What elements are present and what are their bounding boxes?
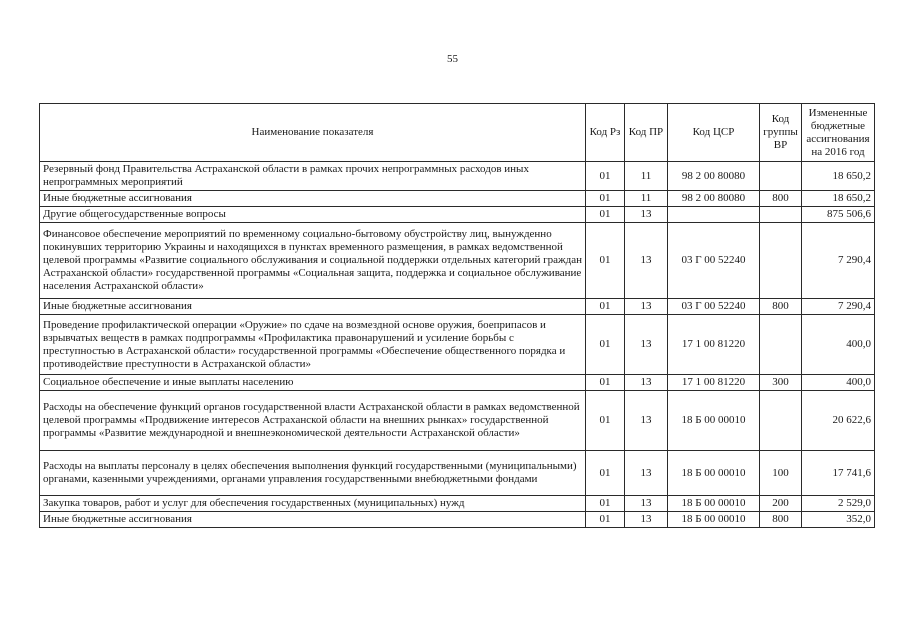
row-vr: 800: [760, 299, 802, 315]
row-name: Финансовое обеспечение мероприятий по временному социально-бытовому обустройству лиц, вынужденно покинувших территорию Украины и находящихся в пунктах временного размещения, в рамках ведомственной целевой программы «Развитие социального обслуживания и социальной поддержки отдельных категорий граждан Астраханской области» государственной программы «Социальная защита, поддержка и социальное обслуживание населения Астраханской области»: [40, 223, 586, 299]
row-rz: 01: [586, 207, 625, 223]
row-rz: 01: [586, 512, 625, 528]
row-pr: 13: [625, 451, 668, 496]
row-name: Резервный фонд Правительства Астраханской области в рамках прочих непрограммных расходов иных непрограммных мероприятий: [40, 162, 586, 191]
row-csr: 18 Б 00 00010: [668, 391, 760, 451]
table-row: [40, 207, 875, 223]
row-name: Иные бюджетные ассигнования: [40, 299, 586, 315]
header-rz: Код Рз: [586, 104, 625, 162]
row-rz: 01: [586, 496, 625, 512]
row-rz: 01: [586, 299, 625, 315]
table-row: [40, 496, 875, 512]
row-csr: 18 Б 00 00010: [668, 512, 760, 528]
row-vr: [760, 207, 802, 223]
row-vr: 200: [760, 496, 802, 512]
row-pr: 13: [625, 299, 668, 315]
row-sum: 7 290,4: [802, 223, 875, 299]
row-rz: 01: [586, 375, 625, 391]
row-name: Расходы на выплаты персоналу в целях обеспечения выполнения функций государственными (муниципальными) органами, казенными учреждениями, органами управления государственными внебюджетными фондами: [40, 451, 586, 496]
row-sum: 20 622,6: [802, 391, 875, 451]
header-name: Наименование показателя: [40, 104, 586, 162]
table-header: [40, 104, 875, 162]
row-pr: 13: [625, 496, 668, 512]
row-sum: 7 290,4: [802, 299, 875, 315]
row-name: Закупка товаров, работ и услуг для обеспечения государственных (муниципальных) нужд: [40, 496, 586, 512]
row-sum: 400,0: [802, 315, 875, 375]
table-row: [40, 191, 875, 207]
table-row: [40, 299, 875, 315]
row-name: Социальное обеспечение и иные выплаты населению: [40, 375, 586, 391]
table-row: [40, 451, 875, 496]
row-csr: 03 Г 00 52240: [668, 223, 760, 299]
row-rz: 01: [586, 451, 625, 496]
table-body: [40, 162, 875, 528]
row-name: Иные бюджетные ассигнования: [40, 512, 586, 528]
row-rz: 01: [586, 162, 625, 191]
row-csr: 18 Б 00 00010: [668, 451, 760, 496]
row-sum: 400,0: [802, 375, 875, 391]
header-sum: Измененные бюджетные ассигнования на 2016 год: [802, 104, 875, 162]
row-vr: [760, 391, 802, 451]
row-sum: 17 741,6: [802, 451, 875, 496]
row-name: Расходы на обеспечение функций органов государственной власти Астраханской области в рамках ведомственной целевой программы «Продвижение интересов Астраханской области на внешних рынках» государственной программы «Развитие международной и внешнеэкономической деятельности Астраханской области»: [40, 391, 586, 451]
row-pr: 13: [625, 207, 668, 223]
row-vr: 300: [760, 375, 802, 391]
row-csr: 17 1 00 81220: [668, 375, 760, 391]
row-pr: 11: [625, 162, 668, 191]
row-rz: 01: [586, 391, 625, 451]
row-name: Другие общегосударственные вопросы: [40, 207, 586, 223]
row-name: Иные бюджетные ассигнования: [40, 191, 586, 207]
header-pr: Код ПР: [625, 104, 668, 162]
row-vr: 100: [760, 451, 802, 496]
row-csr: 18 Б 00 00010: [668, 496, 760, 512]
row-vr: 800: [760, 191, 802, 207]
row-rz: 01: [586, 223, 625, 299]
row-csr: [668, 207, 760, 223]
row-sum: 2 529,0: [802, 496, 875, 512]
header-vr: Код группы ВР: [760, 104, 802, 162]
table-row: [40, 512, 875, 528]
row-csr: 98 2 00 80080: [668, 191, 760, 207]
row-vr: [760, 223, 802, 299]
table-row: [40, 375, 875, 391]
row-sum: 875 506,6: [802, 207, 875, 223]
row-vr: [760, 162, 802, 191]
row-rz: 01: [586, 191, 625, 207]
table-row: [40, 391, 875, 451]
row-csr: 03 Г 00 52240: [668, 299, 760, 315]
row-sum: 18 650,2: [802, 191, 875, 207]
row-pr: 11: [625, 191, 668, 207]
row-csr: 17 1 00 81220: [668, 315, 760, 375]
row-sum: 352,0: [802, 512, 875, 528]
table-row: [40, 162, 875, 191]
row-vr: 800: [760, 512, 802, 528]
row-csr: 98 2 00 80080: [668, 162, 760, 191]
table-row: [40, 315, 875, 375]
budget-table: [39, 103, 875, 528]
row-pr: 13: [625, 223, 668, 299]
row-pr: 13: [625, 512, 668, 528]
row-pr: 13: [625, 315, 668, 375]
page-number: 55: [447, 53, 458, 65]
row-pr: 13: [625, 375, 668, 391]
row-rz: 01: [586, 315, 625, 375]
row-name: Проведение профилактической операции «Оружие» по сдаче на возмездной основе оружия, боеприпасов и взрывчатых веществ в рамках подпрограммы «Профилактика правонарушений и усиление борьбы с преступностью в Астраханской области» государственной программы «Обеспечение общественного порядка и противодействие преступности в Астраханской области»: [40, 315, 586, 375]
table-row: [40, 223, 875, 299]
header-csr: Код ЦСР: [668, 104, 760, 162]
header-row: [40, 104, 875, 162]
row-vr: [760, 315, 802, 375]
row-sum: 18 650,2: [802, 162, 875, 191]
row-pr: 13: [625, 391, 668, 451]
